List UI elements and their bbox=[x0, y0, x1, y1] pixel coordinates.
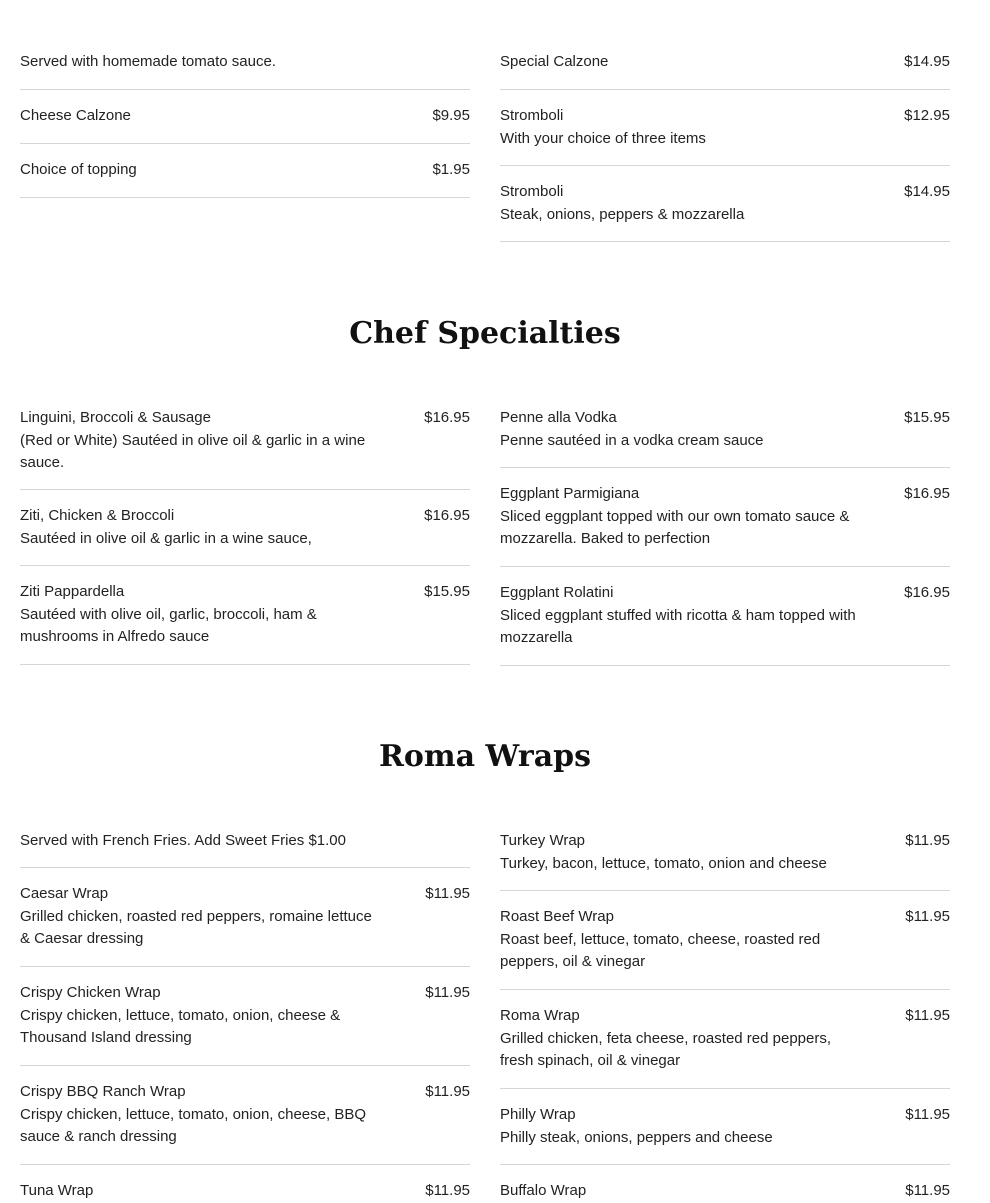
item-price: $11.95 bbox=[905, 1182, 950, 1199]
item-name: Caesar Wrap bbox=[20, 885, 109, 902]
item-description: Grilled chicken, feta cheese, roasted red peppers, fresh spinach, oil & vinegar bbox=[500, 1029, 832, 1069]
item-description: Sliced eggplant stuffed with ricotta & ham topped with mozzarella bbox=[500, 606, 856, 646]
item-description: Crispy chicken, lettuce, tomato, onion, cheese & Thousand Island dressing bbox=[20, 1006, 341, 1046]
item-description: With your choice of three items bbox=[500, 129, 706, 147]
item-description: (Red or White) Sautéed in olive oil & garlic in a wine sauce. bbox=[20, 431, 366, 471]
item-price: $11.95 bbox=[905, 1007, 950, 1024]
item-name: Tuna Wrap bbox=[20, 1182, 94, 1199]
chef-left-column bbox=[20, 407, 470, 665]
item-description: Grilled chicken, roasted red peppers, romaine lettuce & Caesar dressing bbox=[20, 907, 372, 947]
menu-item-crispy-bbq-ranch-wrap[interactable] bbox=[20, 1081, 470, 1165]
item-name: Crispy Chicken Wrap bbox=[20, 984, 161, 1001]
item-price: $1.95 bbox=[432, 161, 470, 178]
item-price: $14.95 bbox=[904, 183, 950, 200]
item-name: Turkey Wrap bbox=[500, 832, 586, 849]
item-name: Buffalo Wrap bbox=[500, 1182, 587, 1199]
menu-item-crispy-chicken-wrap[interactable] bbox=[20, 982, 470, 1066]
item-name: Penne alla Vodka bbox=[500, 409, 617, 426]
note-text: Served with homemade tomato sauce. bbox=[20, 53, 276, 70]
item-price: $12.95 bbox=[904, 107, 950, 124]
item-description: Penne sautéed in a vodka cream sauce bbox=[500, 431, 764, 449]
menu-item-special-calzone[interactable] bbox=[500, 51, 950, 90]
item-price: $9.95 bbox=[432, 107, 470, 124]
item-price: $11.95 bbox=[425, 1182, 470, 1199]
wraps-right-column bbox=[500, 830, 950, 1202]
menu-item-tuna-wrap[interactable] bbox=[20, 1180, 470, 1202]
item-name: Ziti, Chicken & Broccoli bbox=[20, 507, 175, 524]
item-price: $16.95 bbox=[904, 584, 950, 601]
item-description: Sautéed in olive oil & garlic in a wine sauce, bbox=[20, 529, 312, 547]
item-name: Eggplant Rolatini bbox=[500, 584, 614, 601]
item-name: Roast Beef Wrap bbox=[500, 908, 614, 925]
wraps-left-column bbox=[20, 830, 470, 1202]
menu-item-caesar-wrap[interactable] bbox=[20, 883, 470, 967]
item-description: Sliced eggplant topped with our own tomato sauce & mozzarella. Baked to perfection bbox=[500, 507, 850, 547]
item-price: $11.95 bbox=[905, 908, 950, 925]
menu-note bbox=[20, 830, 470, 868]
calzones-right-column bbox=[500, 51, 950, 242]
item-price: $11.95 bbox=[905, 832, 950, 849]
item-name: Philly Wrap bbox=[500, 1106, 576, 1123]
menu-item-stromboli-steak[interactable] bbox=[500, 181, 950, 242]
item-price: $16.95 bbox=[424, 409, 470, 426]
item-description: Crispy chicken, lettuce, tomato, onion, cheese, BBQ sauce & ranch dressing bbox=[20, 1105, 367, 1145]
item-name: Eggplant Parmigiana bbox=[500, 485, 640, 502]
section-title-roma-wraps: Roma Wraps bbox=[378, 739, 592, 774]
item-description: Turkey, bacon, lettuce, tomato, onion and cheese bbox=[500, 854, 827, 872]
item-name: Special Calzone bbox=[500, 53, 609, 70]
menu-note bbox=[20, 51, 470, 90]
item-price: $16.95 bbox=[904, 485, 950, 502]
item-description: Roast beef, lettuce, tomato, cheese, roasted red peppers, oil & vinegar bbox=[500, 930, 821, 970]
menu-item-eggplant-parmigiana[interactable] bbox=[500, 483, 950, 567]
section-title-chef-specialties: Chef Specialties bbox=[349, 316, 621, 351]
menu-item-choice-of-topping[interactable] bbox=[20, 159, 470, 198]
menu-item-ziti-chicken[interactable] bbox=[20, 505, 470, 566]
calzones-left-column bbox=[20, 51, 470, 198]
item-description: Philly steak, onions, peppers and cheese bbox=[500, 1128, 773, 1146]
menu-item-stromboli[interactable] bbox=[500, 105, 950, 166]
item-price: $16.95 bbox=[424, 507, 470, 524]
item-price: $11.95 bbox=[905, 1106, 950, 1123]
menu-item-ziti-pappardella[interactable] bbox=[20, 581, 470, 665]
item-price: $15.95 bbox=[424, 583, 470, 600]
item-price: $11.95 bbox=[425, 984, 470, 1001]
menu-item-eggplant-rolatini[interactable] bbox=[500, 582, 950, 666]
item-description: Sautéed with olive oil, garlic, broccoli, ham & mushrooms in Alfredo sauce bbox=[20, 605, 317, 645]
item-name: Choice of topping bbox=[20, 161, 137, 178]
item-price: $15.95 bbox=[904, 409, 950, 426]
item-name: Ziti Pappardella bbox=[20, 583, 125, 600]
menu-item-roast-beef-wrap[interactable] bbox=[500, 906, 950, 990]
item-name: Stromboli bbox=[500, 107, 564, 124]
item-name: Cheese Calzone bbox=[20, 107, 131, 124]
note-text: Served with French Fries. Add Sweet Fries $1.00 bbox=[20, 832, 346, 849]
menu-item-buffalo-wrap[interactable] bbox=[500, 1180, 950, 1202]
item-price: $11.95 bbox=[425, 885, 470, 902]
item-name: Crispy BBQ Ranch Wrap bbox=[20, 1083, 186, 1100]
item-name: Linguini, Broccoli & Sausage bbox=[20, 409, 211, 426]
item-name: Stromboli bbox=[500, 183, 564, 200]
chef-right-column bbox=[500, 407, 950, 666]
menu-item-roma-wrap[interactable] bbox=[500, 1005, 950, 1089]
item-description: Steak, onions, peppers & mozzarella bbox=[500, 205, 745, 223]
item-price: $14.95 bbox=[904, 53, 950, 70]
menu-item-cheese-calzone[interactable] bbox=[20, 105, 470, 144]
menu-item-turkey-wrap[interactable] bbox=[500, 830, 950, 891]
menu-item-philly-wrap[interactable] bbox=[500, 1104, 950, 1165]
menu-item-linguini[interactable] bbox=[20, 407, 470, 490]
item-price: $11.95 bbox=[425, 1083, 470, 1100]
item-name: Roma Wrap bbox=[500, 1007, 580, 1024]
menu-item-penne-vodka[interactable] bbox=[500, 407, 950, 468]
